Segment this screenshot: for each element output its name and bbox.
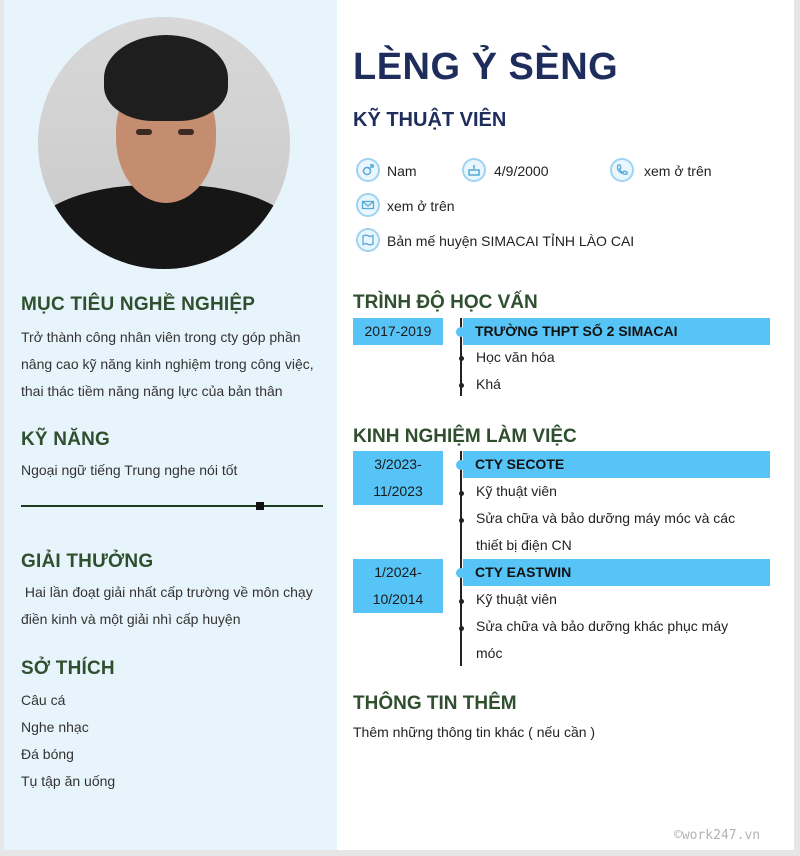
awards-text <box>21 579 326 633</box>
full-name: LÈNG Ỷ SÈNG <box>353 46 619 88</box>
skills-heading: KỸ NĂNG <box>21 429 111 450</box>
objective-heading: MỤC TIÊU NGHỀ NGHIỆP <box>21 294 256 315</box>
sidebar <box>4 0 337 850</box>
gender-icon <box>356 158 380 182</box>
bullet <box>459 518 464 523</box>
phone-icon <box>610 158 634 182</box>
map-icon <box>356 228 380 252</box>
hobby-item: Nghe nhạc <box>21 719 89 735</box>
email-value: xem ở trên <box>387 198 455 214</box>
avatar-hair <box>104 35 228 121</box>
job-desc-line: móc <box>476 645 503 661</box>
skill-name: Ngoại ngữ tiếng Trung nghe nói tốt <box>21 462 238 478</box>
skill-level-bar <box>21 505 323 507</box>
education-date: 2017-2019 <box>353 318 443 345</box>
avatar-eye-left <box>136 129 152 135</box>
hobby-item: Đá bóng <box>21 746 74 762</box>
job-desc-line: Sửa chữa và bảo dưỡng khác phục máy <box>476 618 729 634</box>
job-title: KỸ THUẬT VIÊN <box>353 109 507 131</box>
bullet <box>459 383 464 388</box>
job-date <box>353 451 443 505</box>
awards-line: điền kinh và một giải nhì cấp huyện <box>21 611 241 627</box>
objective-line: nâng cao kỹ năng kinh nghiệm trong công việc, <box>21 356 314 372</box>
job-description <box>476 505 770 559</box>
address-value: Bản mế huyện SIMACAI TỈNH LÀO CAI <box>387 233 635 249</box>
education-detail: Khá <box>476 376 501 392</box>
birthday-value: 4/9/2000 <box>494 163 549 179</box>
job-company: CTY EASTWIN <box>463 559 770 586</box>
objective-line: Trở thành công nhân viên trong cty góp phần <box>21 329 301 345</box>
experience-heading: KINH NGHIỆM LÀM VIỆC <box>353 426 577 447</box>
objective-text <box>21 324 326 405</box>
awards-heading: GIẢI THƯỞNG <box>21 551 154 572</box>
cake-icon <box>462 158 486 182</box>
job-date-line: 11/2023 <box>373 483 423 499</box>
job-company: CTY SECOTE <box>463 451 770 478</box>
job-description <box>476 613 770 667</box>
bullet <box>459 599 464 604</box>
bullet <box>459 626 464 631</box>
skill-level-marker <box>256 502 264 510</box>
job-position: Kỹ thuật viên <box>476 591 557 607</box>
avatar <box>38 17 290 269</box>
hobby-item: Câu cá <box>21 692 66 708</box>
education-detail: Học văn hóa <box>476 349 555 365</box>
cv-page <box>4 0 794 850</box>
education-heading: TRÌNH ĐỘ HỌC VẤN <box>353 292 538 313</box>
job-position: Kỹ thuật viên <box>476 483 557 499</box>
job-date-line: 10/2014 <box>372 591 424 607</box>
job-desc-line: Sửa chữa và bảo dưỡng máy móc và các <box>476 510 736 526</box>
bullet <box>459 491 464 496</box>
experience-timeline <box>460 451 462 666</box>
avatar-eye-right <box>178 129 194 135</box>
job-date <box>353 559 443 613</box>
job-date-line: 3/2023- <box>374 456 422 472</box>
extra-text: Thêm những thông tin khác ( nếu cần ) <box>353 724 596 740</box>
awards-line: Hai lần đoạt giải nhất cấp trường về môn chạy <box>21 584 313 600</box>
hobby-item: Tụ tập ăn uống <box>21 773 116 789</box>
gender-value: Nam <box>387 163 417 179</box>
phone-value: xem ở trên <box>644 163 712 179</box>
hobbies-heading: SỞ THÍCH <box>21 658 115 679</box>
job-date-line: 1/2024- <box>374 564 422 580</box>
education-school: TRƯỜNG THPT SỐ 2 SIMACAI <box>463 318 770 345</box>
extra-heading: THÔNG TIN THÊM <box>353 693 517 714</box>
objective-line: thai thác tiềm năng năng lực của bản thân <box>21 383 283 399</box>
job-desc-line: thiết bị điện CN <box>476 537 572 553</box>
watermark: ©work247.vn <box>674 828 761 843</box>
mail-icon <box>356 193 380 217</box>
bullet <box>459 356 464 361</box>
